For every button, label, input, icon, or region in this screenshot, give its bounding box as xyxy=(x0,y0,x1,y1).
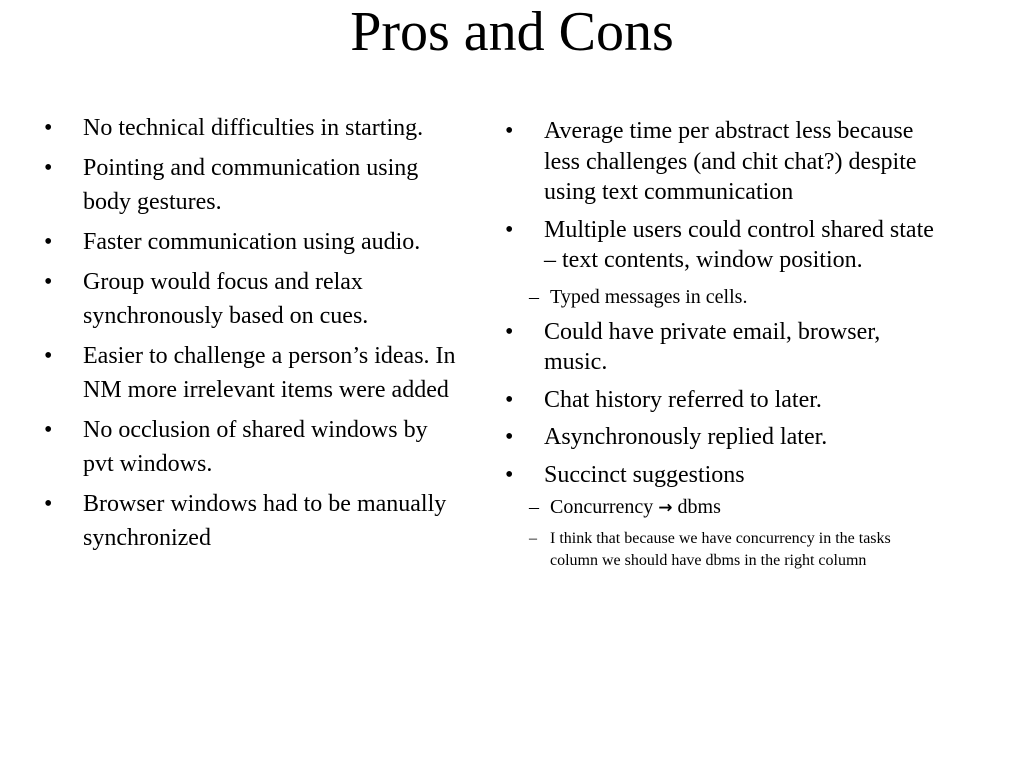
cons-item-text: Succinct suggestions xyxy=(544,461,745,488)
pros-item xyxy=(44,339,464,407)
cons-subitem-text: I think that because we have concurrency in the tasks column we should have dbms in the right column xyxy=(550,530,891,569)
cons-list xyxy=(505,116,935,575)
cons-item-text: Could have private email, browser, music. xyxy=(544,318,881,375)
cons-item-text: Asynchronously replied later. xyxy=(544,424,828,450)
cons-item xyxy=(505,215,935,276)
bullet-icon: • xyxy=(505,461,514,488)
pros-item-text: No technical difficulties in starting. xyxy=(83,115,424,141)
pros-item xyxy=(44,151,464,219)
arrow-right-icon: → xyxy=(658,498,673,518)
dash-icon: – xyxy=(529,285,539,308)
bullet-icon: • xyxy=(44,229,53,255)
cons-subitem-text: Concurrency xyxy=(550,496,654,518)
cons-item xyxy=(505,422,935,453)
dash-icon: – xyxy=(529,530,537,547)
pros-item xyxy=(44,487,464,555)
bullet-icon: • xyxy=(505,216,514,243)
cons-item-text: Chat history referred to later. xyxy=(544,386,822,413)
cons-subitem-text: dbms xyxy=(677,496,721,518)
bullet-icon: • xyxy=(44,417,53,443)
cons-subitem xyxy=(505,493,935,522)
pros-item-text: No occlusion of shared windows by pvt windows. xyxy=(83,417,428,477)
cons-subitem xyxy=(505,283,935,311)
cons-item xyxy=(505,317,935,378)
pros-item xyxy=(44,111,464,145)
cons-subitem xyxy=(505,528,935,571)
pros-item xyxy=(44,413,464,481)
bullet-icon: • xyxy=(44,343,53,369)
slide-title: Pros and Cons xyxy=(350,1,674,63)
cons-subitem-text: Typed messages in cells. xyxy=(550,285,748,308)
cons-item-text: Multiple users could control shared state – text contents, window position. xyxy=(544,216,934,273)
bullet-icon: • xyxy=(44,155,53,181)
cons-item xyxy=(505,116,935,208)
bullet-icon: • xyxy=(505,318,514,345)
pros-item-text: Pointing and communication using body gestures. xyxy=(83,155,419,215)
bullet-icon: • xyxy=(505,424,514,450)
bullet-icon: • xyxy=(505,386,514,413)
pros-item-text: Faster communication using audio. xyxy=(83,229,421,255)
cons-item xyxy=(505,460,935,491)
cons-item xyxy=(505,385,935,416)
pros-item-text: Group would focus and relax synchronously based on cues. xyxy=(83,269,369,329)
pros-item-text: Easier to challenge a person’s ideas. In NM more irrelevant items were added xyxy=(83,343,456,403)
pros-item xyxy=(44,225,464,259)
pros-list xyxy=(44,111,464,561)
dash-icon: – xyxy=(529,496,539,518)
pros-item-text: Browser windows had to be manually synchronized xyxy=(83,491,447,551)
bullet-icon: • xyxy=(44,115,53,141)
bullet-icon: • xyxy=(44,491,53,517)
cons-item-text: Average time per abstract less because less challenges (and chit chat?) despite using text communication xyxy=(544,118,917,205)
bullet-icon: • xyxy=(505,118,514,144)
pros-item xyxy=(44,265,464,333)
bullet-icon: • xyxy=(44,269,53,295)
